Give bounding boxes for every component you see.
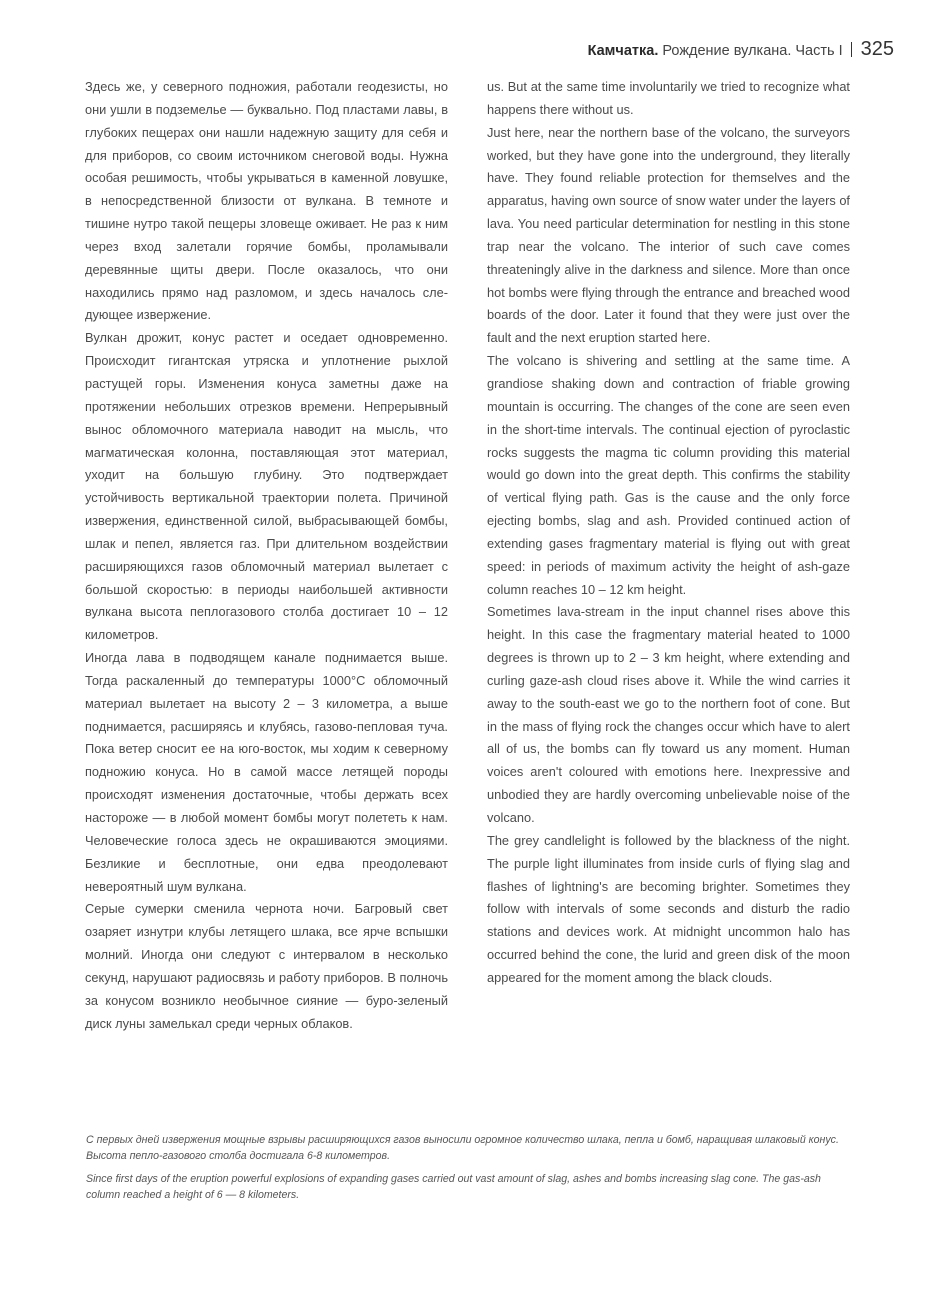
caption-english: Since first days of the eruption powerful explosions of expanding gases carried out vast amount of slag, ashes and bombs increasing slag cone. The gas-ash column reached a height of 6 — 8 kilometers. — [86, 1173, 821, 1201]
paragraph: Sometimes lava-stream in the input channel rises above this height. In this case the fragmentary material heated to 1000 degrees is thrown up to 2 – 3 km height, where extending and curling gaze-ash cloud rises above it. While the wind carries it away to the south-east we go to the northern foot of cone. But in the mass of flying rock the changes occur which have to alert all of us, the bombs can fly toward us any moment. Human voices aren't coloured with emotions here. Inexpressive and unbodied they are hardly overcoming unbelievable noise of the volcano. — [487, 604, 850, 825]
paragraph: Иногда лава в подводящем канале поднимается выше. Тогда раскаленный до температуры 1000°С обломочный материал вылетает на высоту 2 – 3 километра, а выше поднимается, расширяясь и клубясь, газово-пепловая туча. Пока ветер сносит ее на юго-восток, мы ходим к северному подножию конуса. Но в самой массе летящей породы происходят изменения достаточные, чтобы держать всех настороже — в любой момент бомбы могут полететь к нам. Человеческие голоса здесь не окрашиваются эмоциями. Безликие и бесплотные, они едва преодолевают невероятный шум вулкана. — [85, 650, 448, 894]
chapter-title: Камчатка. — [587, 43, 659, 59]
paragraph: The grey candlelight is followed by the blackness of the night. The purple light illuminates from inside curls of flying slag and flashes of lightning's are becoming brighter. Sometimes they follow with intervals of some seconds and disturb the radio stations and devices work. At midnight uncommon halo has occurred behind the cone, the lurid and green disk of the moon appeared for the moment among the black clouds. — [487, 832, 850, 985]
caption-russian: С первых дней извержения мощные взрывы расширяющихся газов выносили огромное количество шлака, пепла и бомб, наращивая шлаковый конус. Высота пепло-газового столба достигала 6-8 километров. — [86, 1134, 839, 1162]
figure-captions — [86, 1133, 846, 1211]
paragraph: Вулкан дрожит, конус растет и оседает одновременно. Происходит гигантская утряска и уплотнение рыхлой растущей горы. Изменения конуса заметны даже на протяжении небольших отрезков времени. Непрерывный вынос обломочного материала наводит на мысль, что магматическая колонна, поставляющая этот материал, уходит на большую глубину. Это подтверждает устойчивость вертикальной траектории полета. Причиной извержения, единственной силой, выбрасывающей бомбы, шлак и пепел, является газ. При длительном воздействии расширяющихся газов обломочный материал вылетает с большой скоростью: в периоды наибольшей активности вулкана высота пеплогазового столба достигает 10 – 12 километров. — [85, 330, 448, 643]
paragraph: us. But at the same time involuntarily we tried to recognize what happens there without us. — [487, 79, 850, 117]
russian-text-column — [85, 76, 448, 1035]
header-divider — [851, 42, 852, 57]
page-number: 325 — [860, 38, 894, 60]
paragraph: Здесь же, у северного подножия, работали геодезисты, но они ушли в подземелье — буквально. Под пластами лавы, в глубоких пещерах они нашли надежную защиту для себя и для приборов, со своим источником снеговой воды. Нужна особая решимость, чтобы укрываться в каменной ловушке, в непосредственной близости от вулкана. В темноте и тишине нутро такой пещеры зловеще оживает. Не раз к ним через вход залетали горячие бомбы, проламывали деревянные щиты двери. После оказалось, что они находились прямо над разломом, и здесь началось следующее извержение. — [85, 79, 448, 323]
running-header — [400, 38, 894, 61]
english-text-column — [487, 76, 850, 990]
paragraph: Just here, near the northern base of the volcano, the surveyors worked, but they have gone into the underground, they literally have. They found reliable protection for themselves and the apparatus, having own source of snow water under the layers of lava. You need particular determination for nestling in this stone trap near the volcano. The interior of such cave comes threateningly alive in the darkness and silence. More than once hot bombs were flying through the entrance and breached wood boards of the door. Later it found that they were just over the fault and the next eruption started here. — [487, 124, 850, 346]
paragraph: Серые сумерки сменила чернота ночи. Багровый свет озаряет изнутри клубы летящего шлака, все ярче вспышки молний. Иногда они следуют с интервалом в несколько секунд, нарушают радиосвязь и работу приборов. В полночь за конусом возникло необычное сияние — буро-зеленый диск луны замелькал среди черных облаков. — [85, 901, 448, 1031]
section-title: Рождение вулкана. Часть I — [662, 43, 843, 59]
paragraph: The volcano is shivering and settling at the same time. A grandiose shaking down and contraction of friable growing mountain is occurring. The changes of the cone are seen even in the short-time intervals. The continual ejection of pyroclastic rocks suggests the magma tic column providing this material would go down into the great depth. This confirms the stability of vertical flying path. Gas is the cause and the only force ejecting bombs, slag and ash. Provided continued action of extending gases fragmentary material is flying out with great speed: in periods of maximum activity the height of ash-gaze column reaches 10 – 12 km height. — [487, 353, 850, 597]
